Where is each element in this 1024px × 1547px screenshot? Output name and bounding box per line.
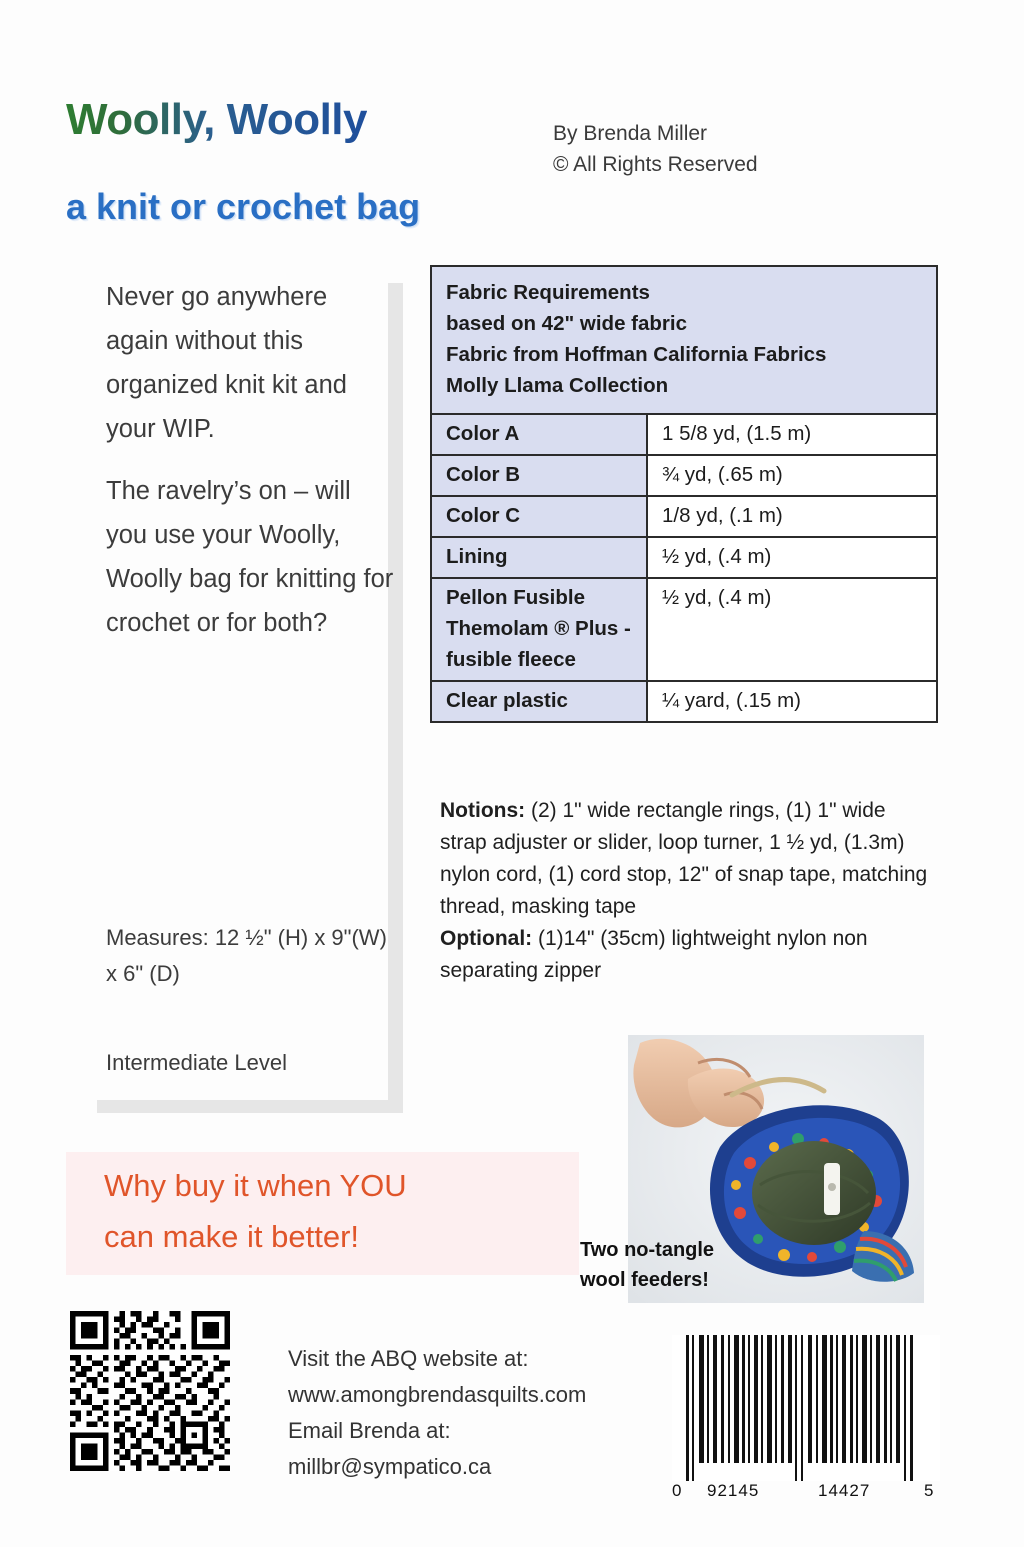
fabric-requirements-heading — [432, 267, 936, 415]
notions-block — [440, 795, 930, 987]
heading-line-1: Fabric Requirements — [446, 281, 650, 304]
fabric-label: Color A — [432, 415, 647, 455]
table-row — [432, 578, 936, 681]
fabric-value: 1/8 yd, (.1 m) — [647, 496, 936, 537]
fabric-label: Clear plastic — [432, 681, 647, 721]
promo-line-2: can make it better! — [104, 1219, 360, 1254]
barcode — [672, 1335, 940, 1500]
intro-paragraph-1: Never go anywhere again without this organized knit kit and your WIP. — [106, 283, 347, 443]
heading-line-4: Molly Llama Collection — [446, 374, 669, 397]
intro-paragraph-2: The ravelry’s on – will you use your Woolly, Woolly bag for knitting for crochet or for both? — [106, 477, 394, 637]
photo-caption: Two no-tangle wool feeders! — [580, 1239, 715, 1291]
page-subtitle: a knit or crochet bag — [66, 186, 421, 227]
skill-level-text: Intermediate Level — [106, 1050, 287, 1075]
optional-label: Optional: — [440, 927, 533, 950]
page-title: Woolly, Woolly — [66, 95, 367, 144]
measurements-text: Measures: 12 ½" (H) x 9"(W) x 6" (D) — [106, 925, 387, 986]
fabric-label: Color C — [432, 496, 647, 537]
byline-author: By Brenda Miller — [553, 122, 708, 145]
website-url[interactable]: www.amongbrendasquilts.com — [288, 1382, 587, 1407]
fabric-value: ½ yd, (.4 m) — [647, 578, 936, 681]
table-row — [432, 496, 936, 537]
fabric-label: Pellon Fusible Themolam ® Plus - fusible fleece — [432, 578, 647, 681]
promo-line-1: Why buy it when YOU — [104, 1168, 407, 1203]
byline — [553, 118, 758, 180]
notions-label: Notions: — [440, 799, 526, 822]
table-row — [432, 455, 936, 496]
byline-copyright: © All Rights Reserved — [553, 153, 758, 176]
contact-block — [288, 1341, 688, 1485]
table-row — [432, 415, 936, 455]
fabric-value: ¾ yd, (.65 m) — [647, 455, 936, 496]
promo-text — [104, 1160, 594, 1262]
fabric-value: ¼ yard, (.15 m) — [647, 681, 936, 721]
fabric-value: ½ yd, (.4 m) — [647, 537, 936, 578]
barcode-digit-right: 5 — [924, 1481, 935, 1500]
table-row — [432, 681, 936, 721]
barcode-group-2: 14427 — [818, 1481, 871, 1500]
heading-line-3: Fabric from Hoffman California Fabrics — [446, 343, 827, 366]
intro-copy — [106, 275, 396, 663]
email-address[interactable]: millbr@sympatico.ca — [288, 1454, 492, 1479]
barcode-digit-left: 0 — [672, 1481, 683, 1500]
optional-text: (1)14" (35cm) lightweight nylon non separating zipper — [440, 927, 868, 982]
notions-text: (2) 1" wide rectangle rings, (1) 1" wide strap adjuster or slider, loop turner, 1 ½ yd, (1.3m) nylon cord, (1) cord stop, 12" of snap tape, matching thread, masking tape — [440, 799, 928, 918]
barcode-group-1: 92145 — [707, 1481, 760, 1500]
qr-code[interactable] — [70, 1311, 230, 1471]
barcode-bars — [672, 1335, 940, 1481]
fabric-label: Color B — [432, 455, 647, 496]
heading-line-2: based on 42" wide fabric — [446, 312, 687, 335]
table-row — [432, 537, 936, 578]
fabric-requirements-table — [430, 265, 938, 723]
fabric-label: Lining — [432, 537, 647, 578]
email-label: Email Brenda at: — [288, 1418, 451, 1443]
fabric-value: 1 5/8 yd, (1.5 m) — [647, 415, 936, 455]
qr-code-image — [70, 1311, 230, 1471]
website-label: Visit the ABQ website at: — [288, 1346, 529, 1371]
